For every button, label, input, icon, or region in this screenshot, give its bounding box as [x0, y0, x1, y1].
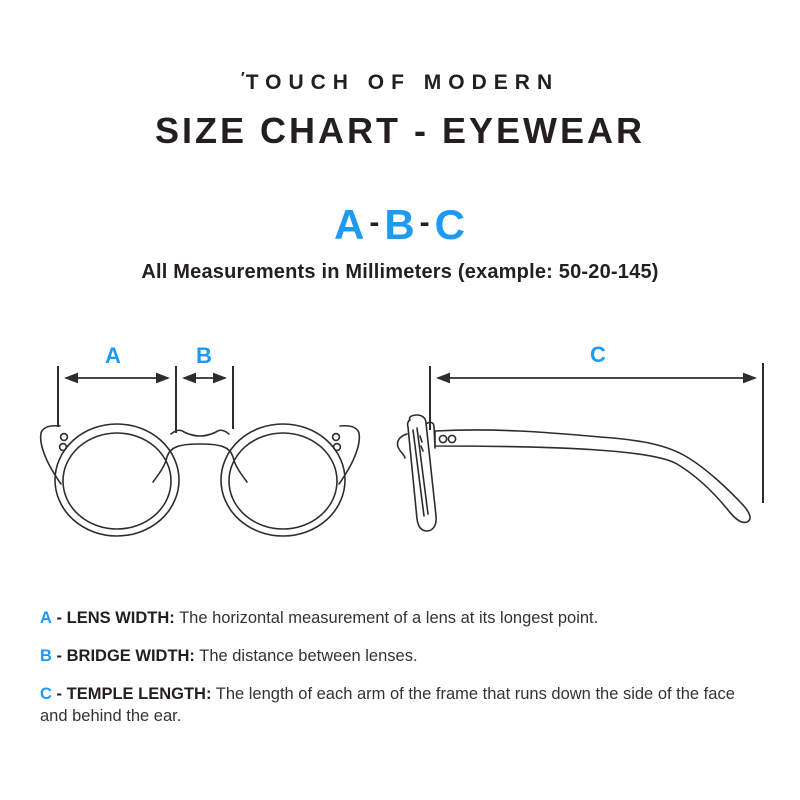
formula-letter-a: A — [333, 201, 366, 248]
measurement-formula — [0, 201, 800, 249]
dim-label-c: C — [590, 342, 606, 367]
dim-label-b: B — [196, 343, 212, 368]
left-rivet-top — [61, 434, 68, 441]
legend-item-bridge-width: B - BRIDGE WIDTH: The distance between lenses. — [40, 647, 418, 665]
glasses-side-view-drawing — [397, 415, 750, 531]
eyewear-diagram — [0, 330, 800, 605]
bridge-top-edge — [171, 430, 229, 436]
legend-term-lens-width: LENS WIDTH: — [66, 609, 175, 627]
left-lens-outer-rim — [55, 424, 179, 536]
legend-desc-temple-length: The length of each arm of the frame that runs down the side of the face and behind the ear. — [40, 685, 735, 725]
formula-separator: - — [419, 206, 431, 239]
legend-item-lens-width: A - LENS WIDTH: The horizontal measurement of a lens at its longest point. — [40, 609, 599, 627]
right-endpiece — [339, 426, 359, 484]
logo-tick-mark: ′ — [240, 70, 245, 87]
right-lens-outer-rim — [221, 424, 345, 536]
glasses-front-view-drawing — [41, 424, 360, 536]
legend-desc-lens-width: The horizontal measurement of a lens at its longest point. — [179, 609, 599, 627]
right-lens-inner-rim — [229, 433, 337, 529]
side-frame-front — [408, 415, 437, 531]
dimension-ticks — [58, 363, 763, 503]
temple-arm — [435, 430, 750, 522]
formula-letter-b: B — [384, 201, 416, 248]
page-title: SIZE CHART - EYEWEAR — [154, 110, 645, 151]
left-rivet-bottom — [60, 444, 67, 451]
legend-letter-a: A — [40, 609, 52, 627]
legend-letter-c: C — [40, 685, 52, 703]
right-rivet-top — [333, 434, 340, 441]
legend-letter-b: B — [40, 647, 52, 665]
side-hinge-detail-2 — [421, 446, 423, 451]
legend-term-bridge-width: BRIDGE WIDTH: — [66, 647, 195, 665]
side-nose-pad — [397, 434, 407, 458]
side-rivet-left — [439, 435, 446, 442]
measurement-subtitle: All Measurements in Millimeters (example: 50-20-145) — [141, 261, 659, 283]
legend-item-temple-length: C - TEMPLE LENGTH: The length of each arm of the frame that runs down the side of the face and behind the ear. — [40, 685, 735, 725]
side-hinge-detail-1 — [420, 436, 422, 442]
formula-letter-c: C — [434, 201, 467, 248]
logo-text: TOUCH OF MODERN — [245, 71, 560, 94]
legend-term-temple-length: TEMPLE LENGTH: — [66, 685, 212, 703]
legend — [40, 607, 750, 743]
side-rivet-right — [448, 435, 455, 442]
dim-label-a: A — [105, 343, 121, 368]
right-rivet-bottom — [334, 444, 341, 451]
formula-separator: - — [369, 206, 381, 239]
legend-desc-bridge-width: The distance between lenses. — [199, 647, 418, 665]
left-lens-inner-rim — [63, 433, 171, 529]
left-endpiece — [41, 426, 61, 484]
brand-logo — [0, 70, 800, 95]
